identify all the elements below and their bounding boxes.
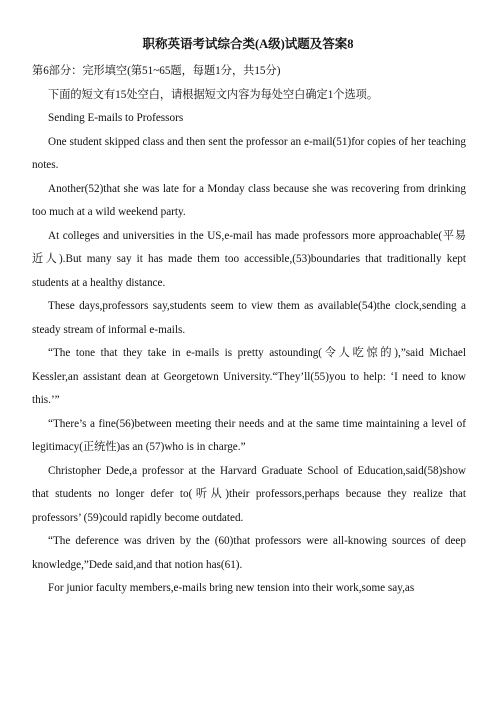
paragraph: For junior faculty members,e-mails bring new tension into their work,some say,as [48,582,415,594]
paragraph: At colleges and universities in the US,e-mail has made professors more approachable(平易近人).But many say it has made them too accessible,(53)boundaries that traditionally kept students at a healthy distance. [32,229,466,289]
paragraph: “There’s a fine(56)between meeting their needs and at the same time maintaining a level of legitimacy(正统性)as an (57)who is in charge.” [32,417,466,453]
paragraph: These days,professors say,students seem to view them as available(54)the clock,sending a steady stream of informal e-mails. [32,300,466,336]
passage-title: Sending E-mails to Professors [48,112,184,124]
paragraph: “The tone that they take in e-mails is pretty astounding(令人吃惊的),”said Michael Kessler,an assistant dean at Georgetown University.“They’ll(55)you to help: ‘I need to know this.’” [32,347,466,406]
paragraph: “The deference was driven by the (60)that professors were all-knowing sources of deep knowledge,”Dede said,and that notion has(61). [32,535,466,571]
document-body [32,60,466,601]
paragraph: Christopher Dede,a professor at the Harvard Graduate School of Education,said(58)show that students no longer defer to(听从)their professors,perhaps because they realize that professors’ (59)could rapidly become outdated. [32,464,466,524]
document-title: 职称英语考试综合类(A级)试题及答案8 [142,37,354,51]
section-heading: 第6部分：完形填空(第51~65题，每题1分，共15分) [32,65,281,77]
instructions: 下面的短文有15处空白，请根据短文内容为每处空白确定1个选项。 [48,88,379,101]
paragraph: Another(52)that she was late for a Monday class because she was recovering from drinking too much at a wild weekend party. [32,182,466,218]
paragraph: One student skipped class and then sent the professor an e-mail(51)for copies of her teaching notes. [32,135,466,171]
